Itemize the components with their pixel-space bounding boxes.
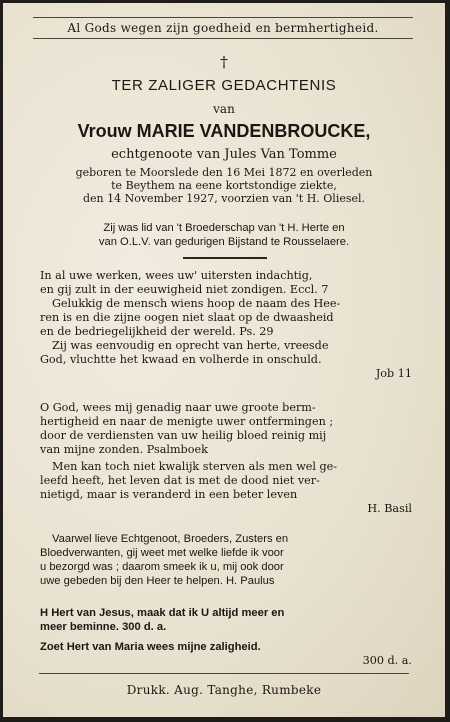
verse-line: God, vluchtte het kwaad en volherde in onschuld.	[40, 353, 322, 366]
verse-line: hertigheid en naar de menigte uwer ontfermingen ;	[40, 415, 334, 428]
motto-text: Al Gods wegen zijn goedheid en bermhertigheid.	[67, 21, 379, 35]
verse-block-3	[40, 460, 412, 516]
verse-line: In al uwe werken, wees uw' uitersten indachtig,	[40, 269, 313, 282]
farewell-line: uwe gebeden bij den Heer te helpen. H. Paulus	[40, 575, 275, 587]
bio-line: den 14 November 1927, voorzien van 't H. Oliesel.	[82, 192, 366, 205]
memorial-heading: TER ZALIGER GEDACHTENIS	[111, 77, 337, 94]
verse-citation: Job 11	[375, 367, 412, 380]
printer-credit: Drukk. Aug. Tanghe, Rumbeke	[126, 683, 322, 697]
verse-line: Men kan toch niet kwalijk sterven als men wel ge-	[52, 460, 338, 473]
deceased-name: Vrouw MARIE VANDENBROUCKE,	[77, 121, 371, 141]
farewell-line: u bezorgd was ; daarom smeek ik u, mij ook door	[40, 561, 284, 573]
separator-rule	[183, 257, 267, 259]
prayer-line: H Hert van Jesus, maak dat ik U altijd meer en	[40, 607, 285, 619]
heading-van: van	[213, 102, 235, 116]
biography	[3, 166, 445, 205]
farewell-line: Bloedverwanten, gij weet met welke liefde ik voor	[40, 547, 284, 559]
cross-icon: †	[220, 53, 228, 71]
verse-line: door de verdiensten van uw heilig bloed reinig mij	[40, 429, 327, 442]
verse-line: ren is en die zijne oogen niet slaat op de dwaasheid	[40, 311, 334, 324]
spouse-line: echtgenoote van Jules Van Tomme	[111, 147, 337, 162]
verse-line: leefd heeft, het leven dat is met de dood niet ver-	[40, 474, 320, 487]
indulgence-note: 300 d. a.	[362, 654, 412, 667]
motto-top-rule	[33, 17, 413, 18]
footer-rule	[39, 673, 409, 674]
motto-band	[33, 17, 413, 39]
verse-line: Zij was eenvoudig en oprecht van herte, vreesde	[52, 339, 329, 352]
prayer-line: meer beminne. 300 d. a.	[40, 621, 167, 633]
verse-line: en gij zult in der eeuwigheid niet zondigen. Eccl. 7	[40, 283, 329, 296]
verse-line: O God, wees mij genadig naar uwe groote berm-	[40, 401, 316, 414]
farewell-block	[40, 532, 412, 588]
membership-line: van O.L.V. van gedurigen Bijstand te Rousselaere.	[98, 235, 350, 248]
bio-line: geboren te Moorslede den 16 Mei 1872 en overleden	[75, 166, 373, 179]
motto-bottom-rule	[33, 38, 413, 39]
verse-block-2	[40, 401, 412, 457]
verse-citation: H. Basil	[367, 502, 412, 515]
membership-line: Zij was lid van 't Broederschap van 't H. Herte en	[103, 222, 345, 234]
membership	[3, 222, 445, 249]
verse-line: van mijne zonden. Psalmboek	[40, 443, 208, 456]
memorial-card	[3, 3, 445, 717]
verse-line: en de bedriegelijkheid der wereld. Ps. 29	[40, 325, 274, 338]
prayer-sacred-heart	[40, 606, 412, 634]
farewell-line: Vaarwel lieve Echtgenoot, Broeders, Zusters en	[52, 533, 289, 545]
verse-line: Gelukkig de mensch wiens hoop de naam des Hee-	[52, 297, 341, 310]
prayer-mary	[40, 640, 412, 668]
prayer-line: Zoet Hert van Maria wees mijne zaligheid.	[40, 641, 261, 653]
verse-line: nietigd, maar is veranderd in een beter leven	[40, 488, 298, 501]
bio-line: te Beythem na eene kortstondige ziekte,	[111, 179, 337, 192]
verse-block-1	[40, 269, 412, 381]
